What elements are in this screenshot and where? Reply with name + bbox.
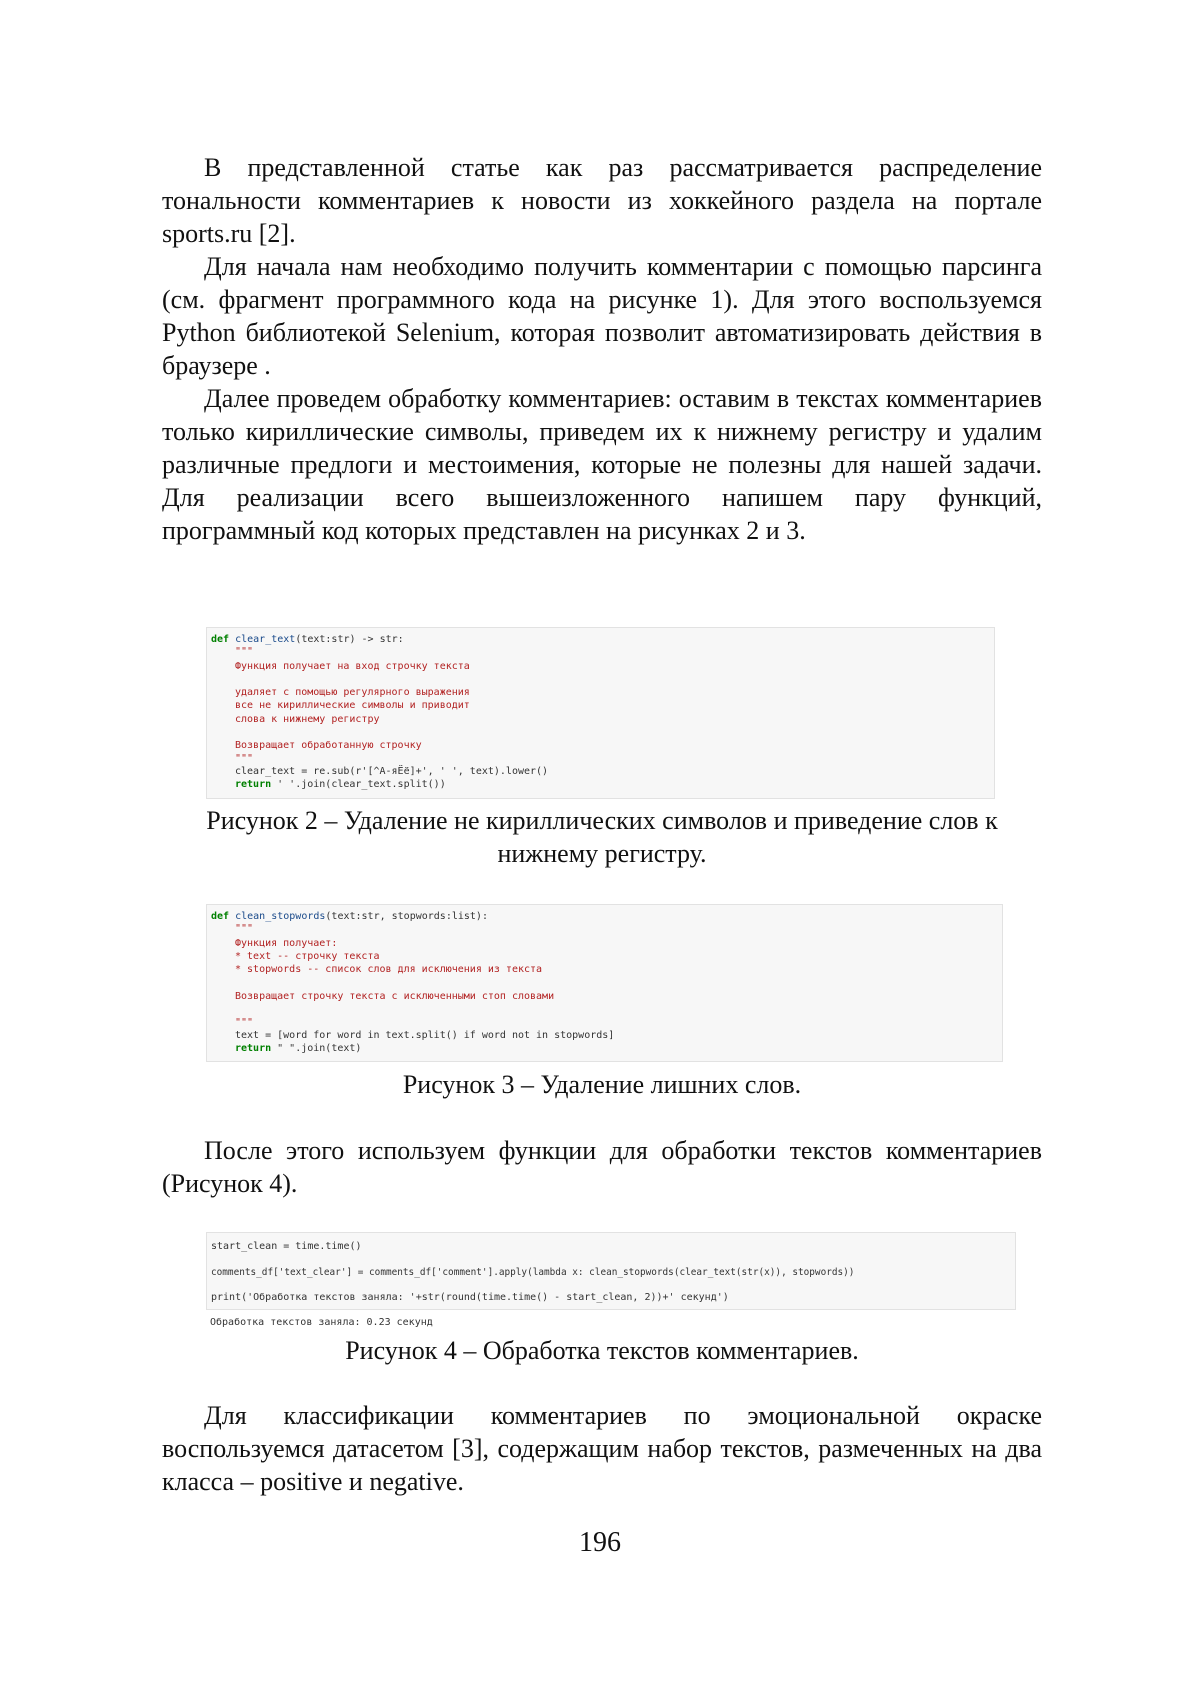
code-line: """ (235, 923, 254, 934)
code-line: (text:str, stopwords:list): (325, 911, 488, 922)
code-line: (text:str) -> str: (295, 634, 404, 645)
code-figure-2 (206, 627, 995, 799)
figure-3-caption: Рисунок 3 – Удаление лишних слов. (402, 1070, 802, 1099)
code-figure-3 (206, 904, 1003, 1062)
paragraph-4: После этого используем функции для обработки текстов комментариев (Рисунок 4). (162, 1136, 1042, 1198)
code-line: """ (235, 1017, 254, 1028)
figure-4-caption: Рисунок 4 – Обработка текстов комментариев. (345, 1336, 859, 1365)
page-number: 196 (579, 1527, 621, 1558)
code-keyword: return (235, 779, 272, 790)
code-line: * text -- строчку текста (235, 951, 380, 962)
body-text-bottom (162, 1399, 1042, 1498)
code-line: Функция получает: (235, 938, 338, 949)
code-line: удаляет с помощью регулярного выражения (235, 687, 470, 698)
code-line: """ (235, 753, 254, 764)
paragraph-3: Далее проведем обработку комментариев: оставим в текстах комментариев только кириллические символы, приведем их к нижнему регистру и удалим различные предлоги и местоимения, которые не полезны для нашей задачи. Для реализации всего вышеизложенного напишем пару функций, программный код которых представлен на рисунках 2 и 3. (162, 384, 1042, 545)
paragraph-1: В представленной статье как раз рассматривается распределение тональности комментариев к новости из хоккейного раздела на портале sports.ru [2]. (162, 153, 1042, 248)
code-line: слова к нижнему регистру (235, 714, 380, 725)
code-output: Обработка текстов заняла: 0.23 секунд (210, 1317, 433, 1328)
code-line: * stopwords -- список слов для исключения из текста (235, 964, 543, 975)
paragraph-2: Для начала нам необходимо получить комментарии с помощью парсинга (см. фрагмент программного кода на рисунке 1). Для этого воспользуемся Python библиотекой Selenium, которая позволит автоматизировать действия в браузере . (162, 252, 1042, 380)
body-text-middle (162, 1134, 1042, 1200)
code-keyword: return (235, 1043, 272, 1054)
figure-2-caption: Рисунок 2 – Удаление не кириллических символов и приведение слов к нижнему регистру. (206, 806, 998, 868)
code-line: """ (235, 646, 254, 657)
code-line: все не кириллические символы и приводит (235, 700, 470, 711)
code-line: ' '.join(clear_text.split()) (271, 779, 446, 790)
code-figure-4 (206, 1232, 1016, 1310)
code-line: Функция получает на вход строчку текста (235, 661, 470, 672)
code-keyword: def (211, 634, 230, 645)
code-function-name: clear_text (235, 634, 296, 645)
code-keyword: def (211, 911, 230, 922)
code-line: text = [word for word in text.split() if word not in stopwords] (235, 1030, 615, 1041)
code-function-name: clean_stopwords (235, 911, 326, 922)
code-line: " ".join(text) (271, 1043, 362, 1054)
code-line: Возвращает строчку текста с исключенными стоп словами (235, 991, 555, 1002)
code-line: Возвращает обработанную строчку (235, 740, 422, 751)
code-line: clear_text = re.sub(r'[^А-яЁё]+', ' ', text).lower() (235, 766, 549, 777)
paragraph-5: Для классификации комментариев по эмоциональной окраске воспользуемся датасетом [3], содержащим набор текстов, размеченных на два класса – positive и negative. (162, 1401, 1042, 1496)
body-text-top (162, 151, 1042, 547)
code-line: start_clean = time.time() (211, 1241, 362, 1252)
code-line: comments_df['text_clear'] = comments_df['comment'].apply(lambda x: clean_stopwords(clear_text(str(x)), stopwords)) (211, 1267, 855, 1278)
code-line: print('Обработка текстов заняла: '+str(round(time.time() - start_clean, 2))+' секунд') (211, 1292, 729, 1303)
